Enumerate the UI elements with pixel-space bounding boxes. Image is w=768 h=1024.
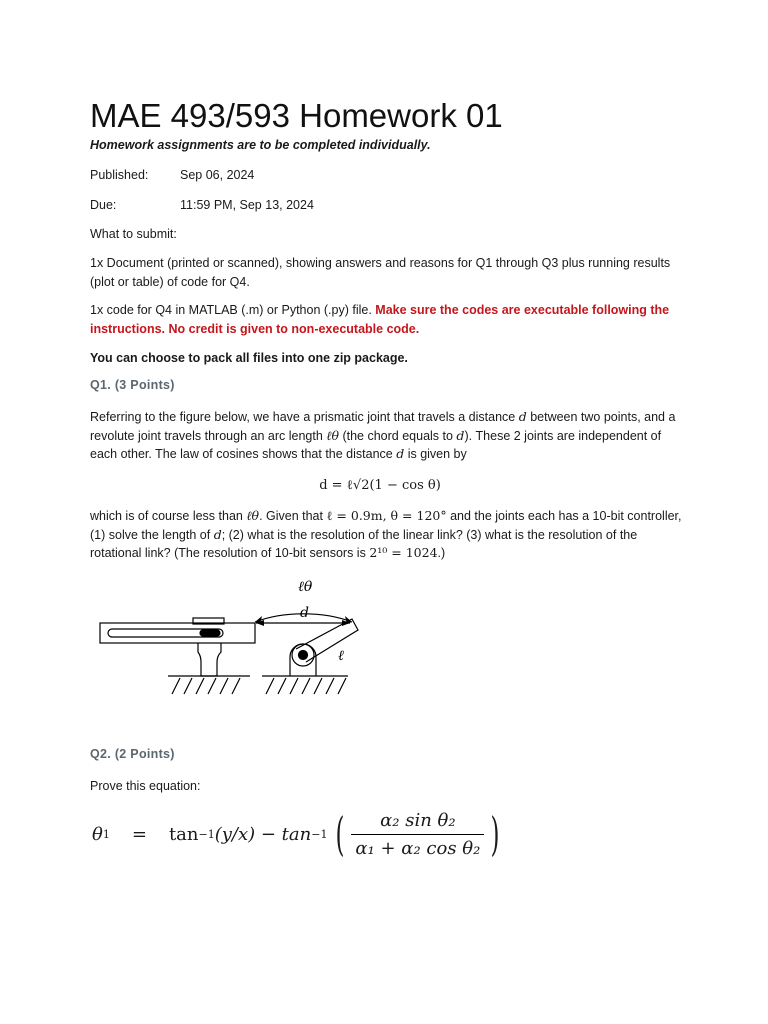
q2-equation — [92, 806, 504, 862]
law-of-cosines-equation: d = ℓ√2(1 − cos θ) — [319, 478, 441, 493]
var-d: d — [456, 427, 465, 443]
var-d: d — [396, 446, 405, 461]
published-row — [90, 166, 690, 185]
q1-text: . Given that — [259, 509, 327, 523]
q1-text: between two points, and a revolute joint travels through an arc length — [90, 410, 676, 443]
zip-note: You can choose to pack all files into one zip package. — [90, 351, 408, 365]
due-row — [90, 196, 690, 215]
prismatic-support — [198, 643, 221, 676]
submit-code-text: 1x code for Q4 in MATLAB (.m) or Python (.py) file. — [90, 303, 376, 317]
submit-item-code — [90, 301, 690, 338]
label-arc: ℓθ — [298, 579, 313, 595]
equals-sign: = — [131, 823, 147, 845]
theta-symbol: θ — [92, 823, 103, 845]
var-d: d — [213, 526, 222, 542]
prismatic-rod — [100, 623, 255, 643]
q1-text: .) — [437, 546, 446, 560]
var-d: d — [518, 409, 527, 424]
q1-text: and the joints each has a 10-bit controller, (1) solve the length of — [90, 509, 682, 542]
published-label: Published: — [90, 168, 149, 182]
q1-text: ). These 2 joints are independent of each other. The law of cosines shows that the distance — [90, 428, 662, 461]
q2-prompt: Prove this equation: — [90, 779, 201, 793]
q1-paragraph-2 — [90, 507, 690, 563]
q2-heading: Q2. (2 Points) — [90, 747, 175, 761]
var-arc: ℓθ — [326, 427, 339, 443]
fraction — [351, 810, 484, 859]
revolute-pin — [299, 651, 308, 660]
tan-argument: (y/x) − tan — [214, 823, 312, 845]
individual-notice: Homework assignments are to be completed individually. — [90, 138, 431, 152]
slider-block — [200, 630, 220, 636]
joints-figure — [90, 572, 380, 702]
inverse-exponent-2: −1 — [311, 827, 328, 841]
due-label: Due: — [90, 198, 117, 212]
inverse-exponent: −1 — [198, 827, 215, 841]
q1-text: ; (2) what is the resolution of the linear link? (3) what is the resolution of the rotational link? (The resolution of 10-bit sensors is — [90, 527, 638, 560]
label-d: d — [300, 605, 309, 621]
tan-function: tan — [168, 823, 199, 845]
q1-text: (the chord equals to — [338, 428, 457, 443]
submit-item-document: 1x Document (printed or scanned), showing answers and reasons for Q1 through Q3 plus running results (plot or table) of code for Q4. — [90, 256, 671, 289]
label-l: ℓ — [338, 648, 344, 664]
what-to-submit: What to submit: — [90, 227, 177, 241]
q1-paragraph-1 — [90, 408, 690, 464]
executable-warning: Make sure the codes are executable following the instructions. No credit is given to non-executable code. — [90, 303, 670, 336]
q1-text: is given by — [404, 447, 467, 461]
given-values: ℓ = 0.9m, θ = 120° — [326, 508, 447, 523]
paren-left: ( — [335, 807, 345, 861]
q1-text: Referring to the figure below, we have a prismatic joint that travels a distance — [90, 410, 519, 424]
denominator: α₁ + α₂ cos θ₂ — [351, 834, 484, 859]
var-arc: ℓθ — [246, 508, 260, 523]
published-date: Sep 06, 2024 — [180, 168, 255, 182]
due-date: 11:59 PM, Sep 13, 2024 — [180, 198, 314, 212]
q1-text: which is of course less than — [90, 509, 247, 523]
sensor-resolution: 2¹⁰ = 1024 — [369, 545, 438, 560]
q1-heading: Q1. (3 Points) — [90, 378, 175, 392]
numerator: α₂ sin θ₂ — [380, 809, 456, 831]
paren-right: ) — [490, 807, 500, 861]
theta-subscript: 1 — [102, 827, 110, 841]
page-title: MAE 493/593 Homework 01 — [90, 97, 503, 134]
